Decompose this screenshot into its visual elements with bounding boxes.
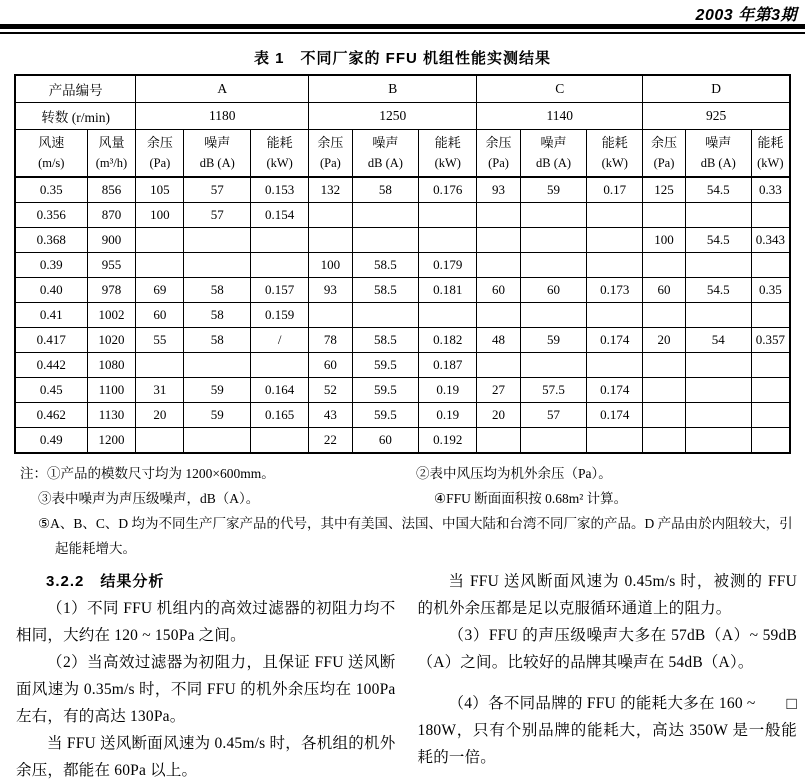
table-cell bbox=[685, 403, 751, 428]
table-cell: 58.5 bbox=[352, 253, 419, 278]
product-a: A bbox=[136, 75, 309, 103]
column-header: 能耗 (kW) bbox=[251, 130, 309, 178]
table-cell: 0.462 bbox=[15, 403, 87, 428]
table-cell: 1200 bbox=[87, 428, 136, 454]
table-cell: 0.356 bbox=[15, 203, 87, 228]
table-cell: 0.49 bbox=[15, 428, 87, 454]
table-cell: 58 bbox=[184, 278, 251, 303]
left-column bbox=[16, 568, 396, 784]
table-cell bbox=[352, 228, 419, 253]
table-cell: 955 bbox=[87, 253, 136, 278]
table-cell bbox=[751, 428, 790, 454]
table-cell: 43 bbox=[309, 403, 352, 428]
table-cell: 31 bbox=[136, 378, 184, 403]
table-cell: 0.19 bbox=[419, 378, 477, 403]
product-d: D bbox=[643, 75, 790, 103]
column-header: 余压 (Pa) bbox=[477, 130, 520, 178]
table-cell bbox=[751, 353, 790, 378]
table-row bbox=[15, 303, 790, 328]
table-cell: 59 bbox=[520, 177, 587, 203]
column-header: 能耗 (kW) bbox=[751, 130, 790, 178]
product-row bbox=[15, 75, 790, 103]
speed-label: 转数 (r/min) bbox=[15, 103, 136, 130]
table-cell: 59 bbox=[520, 328, 587, 353]
table-cell: 100 bbox=[643, 228, 686, 253]
table-cell bbox=[587, 228, 643, 253]
table-cell bbox=[352, 203, 419, 228]
table-cell: 900 bbox=[87, 228, 136, 253]
table-cell: 0.35 bbox=[15, 177, 87, 203]
table-cell bbox=[520, 253, 587, 278]
table-cell bbox=[751, 403, 790, 428]
table-row bbox=[15, 328, 790, 353]
table-cell: 0.181 bbox=[419, 278, 477, 303]
table-row bbox=[15, 428, 790, 454]
table-cell bbox=[643, 253, 686, 278]
table-cell bbox=[643, 428, 686, 454]
table-cell: 0.417 bbox=[15, 328, 87, 353]
table-row bbox=[15, 228, 790, 253]
table-cell bbox=[251, 228, 309, 253]
table-cell: 58.5 bbox=[352, 278, 419, 303]
table-cell: 57.5 bbox=[520, 378, 587, 403]
table-cell: 0.159 bbox=[251, 303, 309, 328]
speed-d: 925 bbox=[643, 103, 790, 130]
table-cell: 57 bbox=[184, 177, 251, 203]
table-cell: 0.164 bbox=[251, 378, 309, 403]
table-cell bbox=[309, 203, 352, 228]
journal-issue: 2003 年第3期 bbox=[695, 7, 797, 24]
table-cell bbox=[643, 378, 686, 403]
table-cell bbox=[477, 353, 520, 378]
table-cell: 57 bbox=[184, 203, 251, 228]
product-label: 产品编号 bbox=[15, 75, 136, 103]
table-cell bbox=[184, 228, 251, 253]
column-header: 噪声 dB (A) bbox=[184, 130, 251, 178]
table-row bbox=[15, 203, 790, 228]
table-cell: 0.154 bbox=[251, 203, 309, 228]
table-cell: 60 bbox=[477, 278, 520, 303]
table-cell: 58 bbox=[184, 328, 251, 353]
table-cell: 100 bbox=[309, 253, 352, 278]
section-heading: 3.2.2 结果分析 bbox=[46, 573, 165, 590]
column-header: 余压 (Pa) bbox=[136, 130, 184, 178]
table-cell: 870 bbox=[87, 203, 136, 228]
table-row bbox=[15, 177, 790, 203]
table-cell: 1080 bbox=[87, 353, 136, 378]
table-cell: 20 bbox=[136, 403, 184, 428]
table-cell: 0.17 bbox=[587, 177, 643, 203]
table-cell bbox=[477, 303, 520, 328]
product-c: C bbox=[477, 75, 643, 103]
table-cell bbox=[419, 203, 477, 228]
table-row bbox=[15, 378, 790, 403]
speed-row bbox=[15, 103, 790, 130]
table-cell: 0.40 bbox=[15, 278, 87, 303]
paragraph bbox=[418, 690, 798, 771]
notes-label: 注： bbox=[20, 466, 47, 481]
table-cell: 54.5 bbox=[685, 278, 751, 303]
table-cell bbox=[419, 303, 477, 328]
table-cell bbox=[251, 253, 309, 278]
table-cell: 58 bbox=[352, 177, 419, 203]
paragraph-text: （4）各不同品牌的 FFU 的能耗大多在 160 ~ 180W，只有个别品牌的能耗大，高达 350W 是一般能耗的一倍。 bbox=[417, 695, 797, 766]
table-title: 表 1 不同厂家的 FFU 机组性能实测结果 bbox=[253, 50, 551, 67]
table-cell: 1130 bbox=[87, 403, 136, 428]
table-cell bbox=[136, 253, 184, 278]
column-header: 风量 (m³/h) bbox=[87, 130, 136, 178]
subheader-row bbox=[15, 130, 790, 178]
table-cell bbox=[685, 253, 751, 278]
table-cell bbox=[587, 253, 643, 278]
table-cell: 0.39 bbox=[15, 253, 87, 278]
end-of-article-marker: □ bbox=[786, 694, 797, 713]
paragraph: （1）不同 FFU 机组内的高效过滤器的初阻力均不相同，大约在 120 ~ 150Pa 之间。 bbox=[16, 600, 396, 644]
table-cell: 0.41 bbox=[15, 303, 87, 328]
table-cell: 1020 bbox=[87, 328, 136, 353]
table-cell bbox=[477, 228, 520, 253]
table-notes bbox=[20, 461, 795, 561]
table-cell bbox=[520, 203, 587, 228]
table-cell bbox=[520, 353, 587, 378]
column-header: 余压 (Pa) bbox=[643, 130, 686, 178]
table-cell: 59.5 bbox=[352, 403, 419, 428]
table-cell: 60 bbox=[136, 303, 184, 328]
table-cell bbox=[184, 428, 251, 454]
table-cell: 0.174 bbox=[587, 328, 643, 353]
speed-a: 1180 bbox=[136, 103, 309, 130]
table-cell bbox=[251, 428, 309, 454]
table-cell: 0.157 bbox=[251, 278, 309, 303]
paragraph: （2）当高效过滤器为初阻力，且保证 FFU 送风断面风速为 0.35m/s 时，不同 FFU 的机外余压均在 100Pa 左右，有的高达 130Pa。 bbox=[16, 654, 396, 725]
table-cell bbox=[520, 228, 587, 253]
table-cell: 93 bbox=[309, 278, 352, 303]
table-cell bbox=[685, 378, 751, 403]
table-cell bbox=[643, 303, 686, 328]
table-cell: 58 bbox=[184, 303, 251, 328]
note-5: ⑤A、B、C、D 均为不同生产厂家产品的代号，其中有美国、法国、中国大陆和台湾不同厂家的产品。D 产品由於内阻较大，引起能耗增大。 bbox=[38, 516, 793, 556]
table-cell: 20 bbox=[643, 328, 686, 353]
table-cell bbox=[587, 303, 643, 328]
table-cell: 60 bbox=[520, 278, 587, 303]
table-cell bbox=[477, 253, 520, 278]
table-cell bbox=[685, 303, 751, 328]
column-header: 风速 (m/s) bbox=[15, 130, 87, 178]
table-cell bbox=[251, 353, 309, 378]
table-cell bbox=[184, 253, 251, 278]
table-cell: 0.343 bbox=[751, 228, 790, 253]
table-cell: 0.35 bbox=[751, 278, 790, 303]
table-cell: 125 bbox=[643, 177, 686, 203]
right-column bbox=[418, 568, 798, 784]
product-b: B bbox=[309, 75, 477, 103]
table-cell: 0.187 bbox=[419, 353, 477, 378]
masthead bbox=[0, 0, 805, 38]
table-cell: 1002 bbox=[87, 303, 136, 328]
table-cell: 60 bbox=[352, 428, 419, 454]
table-cell: 0.174 bbox=[587, 403, 643, 428]
paragraph: （3）FFU 的声压级噪声大多在 57dB（A）~ 59dB（A）之间。比较好的品牌其噪声在 54dB（A）。 bbox=[417, 627, 797, 671]
table-cell: 59.5 bbox=[352, 353, 419, 378]
table-cell: 52 bbox=[309, 378, 352, 403]
table-cell: 93 bbox=[477, 177, 520, 203]
table-cell: 0.179 bbox=[419, 253, 477, 278]
table-cell bbox=[751, 378, 790, 403]
table-cell bbox=[685, 428, 751, 454]
table-cell bbox=[751, 303, 790, 328]
table-cell: 100 bbox=[136, 203, 184, 228]
column-header: 噪声 dB (A) bbox=[520, 130, 587, 178]
table-cell: 0.368 bbox=[15, 228, 87, 253]
table-cell bbox=[309, 228, 352, 253]
table-cell: 0.442 bbox=[15, 353, 87, 378]
table-cell bbox=[136, 353, 184, 378]
table-cell bbox=[477, 428, 520, 454]
table-cell: 60 bbox=[643, 278, 686, 303]
table-cell bbox=[751, 203, 790, 228]
table-cell bbox=[643, 203, 686, 228]
table-cell: 0.33 bbox=[751, 177, 790, 203]
table-cell: 27 bbox=[477, 378, 520, 403]
column-header: 噪声 dB (A) bbox=[352, 130, 419, 178]
table-cell bbox=[520, 303, 587, 328]
note-3: ③表中噪声为声压级噪声，dB（A）。 bbox=[38, 491, 260, 506]
note-1: ①产品的模数尺寸均为 1200×600mm。 bbox=[47, 466, 275, 481]
table-cell: 60 bbox=[309, 353, 352, 378]
table-cell bbox=[309, 303, 352, 328]
analysis-section bbox=[0, 568, 805, 784]
table-row bbox=[15, 403, 790, 428]
table-cell: 69 bbox=[136, 278, 184, 303]
table-cell bbox=[685, 353, 751, 378]
header-rule-thick bbox=[0, 24, 805, 29]
ffu-performance-table bbox=[14, 74, 791, 454]
table-cell: 0.173 bbox=[587, 278, 643, 303]
table-cell: 58.5 bbox=[352, 328, 419, 353]
table-row bbox=[15, 253, 790, 278]
table-cell bbox=[643, 403, 686, 428]
column-header: 能耗 (kW) bbox=[419, 130, 477, 178]
table-cell: 57 bbox=[520, 403, 587, 428]
table-cell: 0.19 bbox=[419, 403, 477, 428]
note-line bbox=[20, 461, 795, 486]
table-cell: 0.165 bbox=[251, 403, 309, 428]
table-cell: 105 bbox=[136, 177, 184, 203]
table-cell: 78 bbox=[309, 328, 352, 353]
table-cell: 59.5 bbox=[352, 378, 419, 403]
table-cell: 55 bbox=[136, 328, 184, 353]
note-4: ④FFU 断面面积按 0.68m² 计算。 bbox=[434, 491, 628, 506]
table-cell: 0.174 bbox=[587, 378, 643, 403]
table-body bbox=[15, 177, 790, 453]
table-row bbox=[15, 353, 790, 378]
speed-c: 1140 bbox=[477, 103, 643, 130]
table-cell: 856 bbox=[87, 177, 136, 203]
table-cell bbox=[520, 428, 587, 454]
table-cell: 132 bbox=[309, 177, 352, 203]
table-cell bbox=[477, 203, 520, 228]
table-cell: 0.182 bbox=[419, 328, 477, 353]
table-cell: / bbox=[251, 328, 309, 353]
table-cell bbox=[136, 228, 184, 253]
column-header: 余压 (Pa) bbox=[309, 130, 352, 178]
table-cell: 1100 bbox=[87, 378, 136, 403]
table-cell: 54 bbox=[685, 328, 751, 353]
column-header: 能耗 (kW) bbox=[587, 130, 643, 178]
note-2: ②表中风压均为机外余压（Pa）。 bbox=[416, 466, 612, 481]
table-cell: 48 bbox=[477, 328, 520, 353]
table-cell: 22 bbox=[309, 428, 352, 454]
speed-b: 1250 bbox=[309, 103, 477, 130]
table-cell: 0.192 bbox=[419, 428, 477, 454]
note-line bbox=[20, 486, 795, 511]
table-cell bbox=[685, 203, 751, 228]
table-row bbox=[15, 278, 790, 303]
paragraph: 当 FFU 送风断面风速为 0.45m/s 时，被测的 FFU 的机外余压都是足以克服循环通道上的阻力。 bbox=[417, 573, 797, 617]
table-cell: 59 bbox=[184, 378, 251, 403]
table-cell bbox=[184, 353, 251, 378]
table-cell: 0.45 bbox=[15, 378, 87, 403]
note-item bbox=[20, 461, 416, 486]
table-cell bbox=[136, 428, 184, 454]
table-cell: 0.153 bbox=[251, 177, 309, 203]
paragraph: 当 FFU 送风断面风速为 0.45m/s 时，各机组的机外余压，都能在 60Pa 以上。 bbox=[16, 735, 396, 779]
table-cell: 20 bbox=[477, 403, 520, 428]
table-cell bbox=[587, 203, 643, 228]
table-cell bbox=[419, 228, 477, 253]
table-cell: 54.5 bbox=[685, 177, 751, 203]
table-cell bbox=[751, 253, 790, 278]
table-cell: 0.357 bbox=[751, 328, 790, 353]
table-cell: 978 bbox=[87, 278, 136, 303]
table-cell bbox=[643, 353, 686, 378]
table-cell: 54.5 bbox=[685, 228, 751, 253]
header-rule-thin bbox=[0, 32, 805, 34]
table-cell bbox=[352, 303, 419, 328]
column-header: 噪声 dB (A) bbox=[685, 130, 751, 178]
table-cell: 59 bbox=[184, 403, 251, 428]
table-cell: 0.176 bbox=[419, 177, 477, 203]
table-cell bbox=[587, 353, 643, 378]
table-cell bbox=[587, 428, 643, 454]
